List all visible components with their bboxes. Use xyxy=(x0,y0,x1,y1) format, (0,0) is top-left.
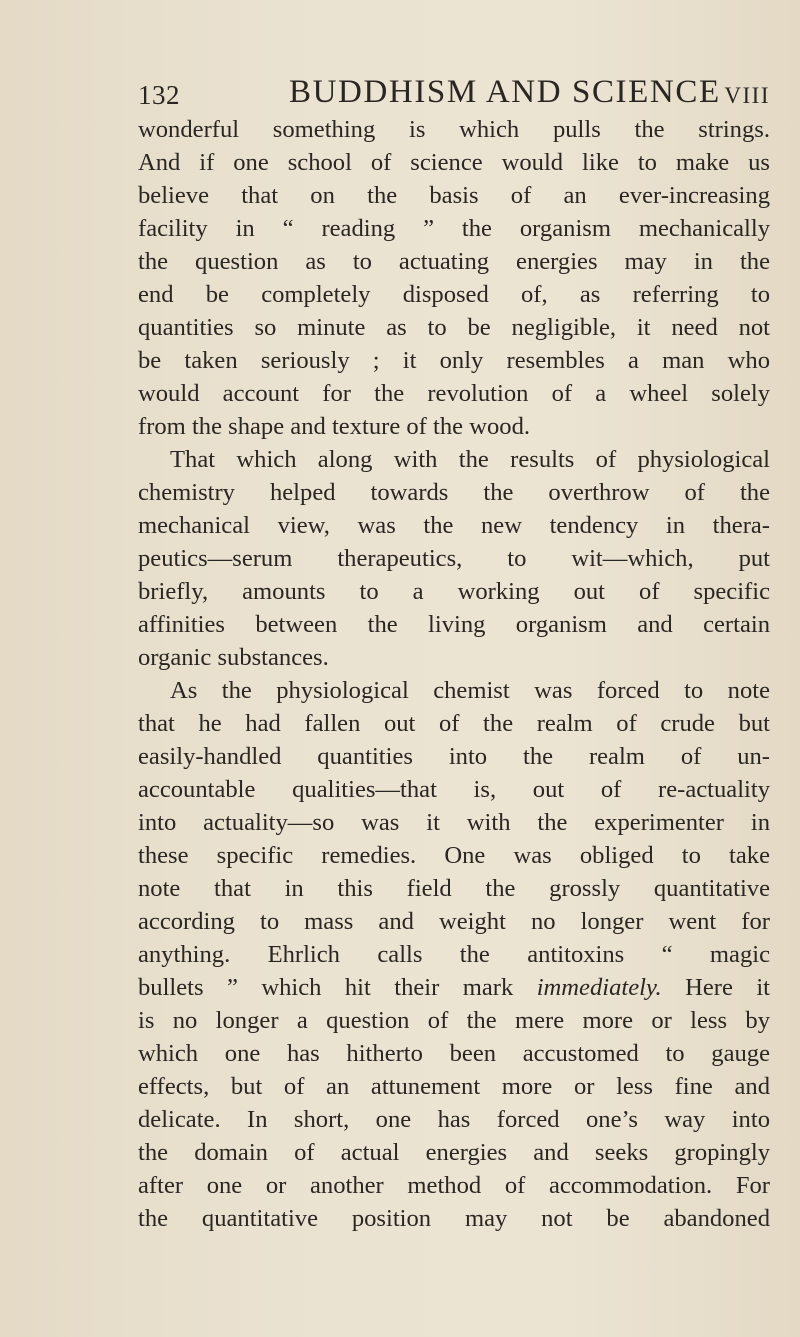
text-line: easily-handled quantities into the realm of un- xyxy=(138,743,770,770)
chapter-number: VIII xyxy=(724,83,770,108)
running-head xyxy=(138,74,770,118)
text-line: according to mass and weight no longer went for xyxy=(138,908,770,935)
page-number: 132 xyxy=(138,80,180,110)
text-line: accountable qualities—that is, out of re-actuality xyxy=(138,776,770,803)
text-line: the question as to actuating energies may in the xyxy=(138,248,770,275)
text-line: would account for the revolution of a wheel solely xyxy=(138,380,770,407)
text-line: mechanical view, was the new tendency in thera- xyxy=(138,512,770,539)
text-line: into actuality—so was it with the experimenter in xyxy=(138,809,770,836)
text-line: briefly, amounts to a working out of specific xyxy=(138,578,770,605)
text-segment: Here it xyxy=(661,974,770,1001)
text-line-with-italic xyxy=(138,971,770,1004)
text-line: is no longer a question of the mere more or less by xyxy=(138,1007,770,1034)
text-line: after one or another method of accommodation. For xyxy=(138,1172,770,1199)
paragraph-first-line: That which along with the results of physiological xyxy=(170,446,770,473)
text-line: believe that on the basis of an ever-increasing xyxy=(138,182,770,209)
text-line: anything. Ehrlich calls the antitoxins “ magic xyxy=(138,941,770,968)
text-line: affinities between the living organism and certain xyxy=(138,611,770,638)
text-segment: bullets ” which hit their mark xyxy=(138,974,537,1001)
text-line: end be completely disposed of, as referring to xyxy=(138,281,770,308)
book-title: BUDDHISM AND SCIENCE xyxy=(289,74,721,110)
body-text xyxy=(138,113,770,1235)
text-line: wonderful something is which pulls the strings. xyxy=(138,116,770,143)
text-line: organic substances. xyxy=(138,644,329,671)
text-line: effects, but of an attunement more or less fine and xyxy=(138,1073,770,1100)
text-line: the quantitative position may not be abandoned xyxy=(138,1205,770,1232)
italic-word: immediately. xyxy=(536,974,662,1001)
text-line: the domain of actual energies and seeks gropingly xyxy=(138,1139,770,1166)
text-line: from the shape and texture of the wood. xyxy=(138,413,531,440)
text-line: which one has hitherto been accustomed to gauge xyxy=(138,1040,770,1067)
text-line: quantities so minute as to be negligible, it need not xyxy=(138,314,770,341)
text-line: peutics—serum therapeutics, to wit—which, put xyxy=(138,545,770,572)
paragraph-first-line: As the physiological chemist was forced to note xyxy=(170,677,770,704)
text-line: And if one school of science would like to make us xyxy=(138,149,770,176)
text-line: be taken seriously ; it only resembles a man who xyxy=(138,347,770,374)
text-line: that he had fallen out of the realm of crude but xyxy=(138,710,770,737)
text-line: these specific remedies. One was obliged to take xyxy=(138,842,770,869)
text-line: note that in this field the grossly quantitative xyxy=(138,875,770,902)
text-line: facility in “ reading ” the organism mechanically xyxy=(138,215,770,242)
text-line: chemistry helped towards the overthrow of the xyxy=(138,479,770,506)
text-line: delicate. In short, one has forced one’s way into xyxy=(138,1106,770,1133)
